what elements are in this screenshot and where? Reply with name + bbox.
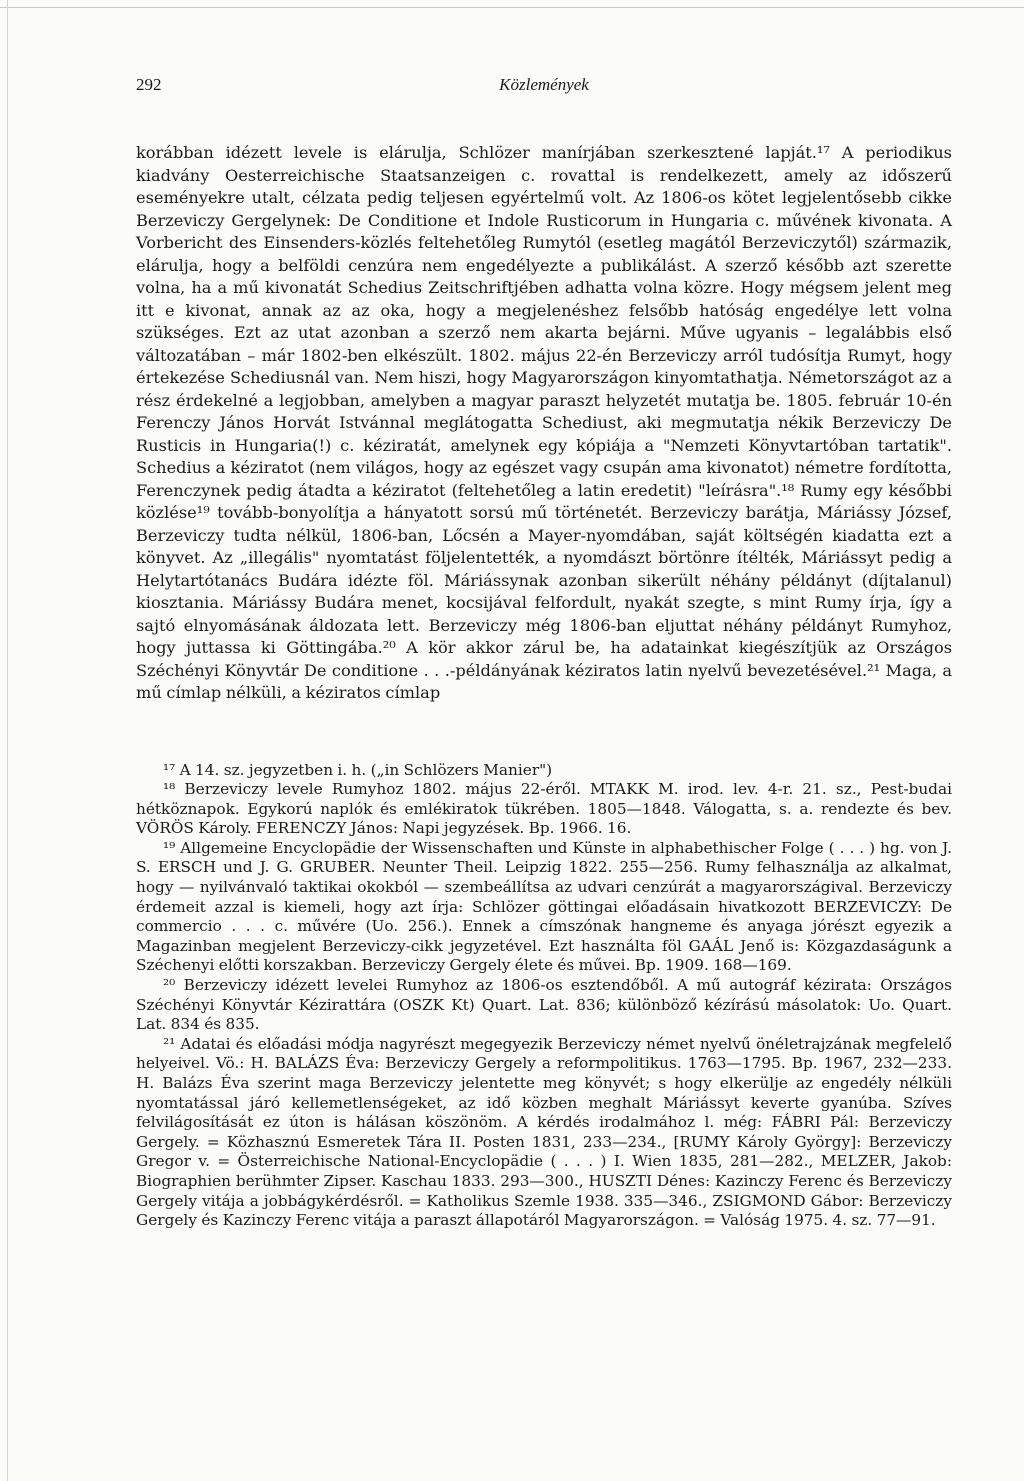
footnote-17: ¹⁷ A 14. sz. jegyzetben i. h. („in Schlözers Manier") [163, 760, 553, 779]
scan-edge-top [0, 7, 1024, 8]
page [136, 75, 952, 1231]
footnote-21: ²¹ Adatai és előadási módja nagyrészt megegyezik Berzeviczy német nyelvű önéletrajzának megfelelő helyeivel. Vö.: H. BALÁZS Éva: Berzeviczy Gergely a reformpolitikus. 1763—1795. Bp. 1967, 232—233. H. Balázs Éva szerint maga Berzeviczy jelentette meg könyvét; s hogy elkerülje az engedély nélküli nyomtatással járó kellemetlenségeket, az idő közben meghalt Máriássyt keverte gyanúba. Szíves felvilágosítását ez úton is hálásan köszönöm. A kérdés irodalmához l. még: FÁBRI Pál: Berzeviczy Gergely. = Közhasznú Esmeretek Tára II. Posten 1831, 233—234., [RUMY Károly György]: Berzeviczy Gregor v. = Österreichische National-Encyclopädie ( . . . ) I. Wien 1835, 281—282., MELZER, Jakob: Biographien berühmter Zipser. Kaschau 1833. 293—300., HUSZTI Dénes: Kazinczy Ferenc és Berzeviczy Gergely vitája a jobbágykérdésről. = Katholikus Szemle 1938. 335—346., ZSIGMOND Gábor: Berzeviczy Gergely és Kazinczy Ferenc vitája a paraszt állapotáról Magyarországon. = Valóság 1975. 4. sz. 77—91. [136, 1034, 952, 1230]
footnotes [136, 761, 952, 1231]
footnote-19: ¹⁹ Allgemeine Encyclopädie der Wissenschaften und Künste in alphabethischer Folge ( . . . ) hg. von J. S. ERSCH und J. G. GRUBER. Neunter Theil. Leipzig 1822. 255—256. Rumy felhasználja az alkalmat, hogy — nyilvánvaló taktikai okokból — szembeállítsa az udvari cenzúrát a magyarországival. Berzeviczy érdemeit azzal is kiemeli, hogy azt írja: Schlözer göttingai előadásain hivatkozott BERZEVICZY: De commercio . . . c. művére (Uo. 256.). Ennek a címszónak hangneme és anyaga jórészt egyezik a Magazinban megjelent Berzeviczy-cikk jegyzetével. Ezt használta föl GAÁL Jenő is: Közgazdaságunk a Széchenyi előtti korszakban. Berzeviczy Gergely élete és művei. Bp. 1909. 168—169. [136, 838, 952, 975]
scan-edge-left [7, 0, 8, 1481]
page-header [136, 75, 952, 101]
footnote-20: ²⁰ Berzeviczy idézett levelei Rumyhoz az 1806-os esztendőből. A mű autográf kézirata: Országos Széchényi Könyvtár Kézirattára (OSZK Kt) Quart. Lat. 836; különböző kézírású másolatok: Uo. Quart. Lat. 834 és 835. [136, 976, 952, 1034]
running-title: Közlemények [499, 75, 589, 94]
page-number: 292 [136, 75, 162, 94]
footnote-18: ¹⁸ Berzeviczy levele Rumyhoz 1802. május 22-éről. MTAKK M. irod. lev. 4-r. 21. sz., Pest-budai hétköznapok. Egykorú naplók és emlékiratok tükrében. 1805—1848. Válogatta, s. a. rendezte és bev. VÖRÖS Károly. FERENCZY János: Napi jegyzések. Bp. 1966. 16. [136, 780, 952, 838]
body-paragraph: korábban idézett levele is elárulja, Schlözer manírjában szerkesztené lapját.¹⁷ A periodikus kiadvány Oesterreichische Staatsanzeigen c. rovattal is rendelkezett, amely az időszerű eseményekre utalt, célzata pedig teljesen egyértelmű volt. Az 1806-os kötet legjelentősebb cikke Berzeviczy Gergelynek: De Conditione et Indole Rusticorum in Hungaria c. művének kivonata. A Vorbericht des Einsenders-közlés feltehetőleg Rumytól (esetleg magától Berzeviczytől) származik, elárulja, hogy a belföldi cenzúra nem engedélyezte a publikálást. A szerző később azt szerette volna, ha a mű kivonatát Schedius Zeitschriftjében adhatta volna közre. Hogy mégsem jelent meg itt e kivonat, annak az az oka, hogy a megjelenéshez felsőbb hatóság engedélye lett volna szükséges. Ezt az utat azonban a szerző nem akarta bejárni. Műve ugyanis – legalábbis első változatában – már 1802-ben elkészült. 1802. május 22-én Berzeviczy arról tudósítja Rumyt, hogy értekezése Schediusnál van. Nem hiszi, hogy Magyarországon kinyomtathatja. Németországot az a rész érdekelné a legjobban, amelyben a magyar paraszt helyzetét mutatja be. 1805. február 10-én Ferenczy János Horvát Istvánnal meglátogatta Schediust, aki megmutatja nékik Berzeviczy De Rusticis in Hungaria(!) c. kéziratát, amelynek egy kópiája a "Nemzeti Könyvtartóban tartatik". Schedius a kéziratot (nem világos, hogy az egészet vagy csupán ama kivonatot) németre fordította, Ferenczynek pedig átadta a kéziratot (feltehetőleg a latin eredetit) "leírásra".¹⁸ Rumy egy későbbi közlése¹⁹ tovább-bonyolítja a hányatott sorsú mű történetét. Berzeviczy barátja, Máriássy József, Berzeviczy tudta nélkül, 1806-ban, Lőcsén a Mayer-nyomdában, saját költségén kiadatta ezt a könyvet. Az „illegális" nyomtatást följelentették, a nyomdászt börtönre ítélték, Máriássyt pedig a Helytartótanács Budára idézte föl. Máriássynak azonban sikerült néhány példányt (díjtalanul) kiosztania. Máriássy Budára menet, kocsijával felfordult, nyakát szegte, s mint Rumy írja, így a sajtó elnyomásának áldozata lett. Berzeviczy még 1806-ban eljuttat néhány példányt Rumyhoz, hogy juttassa ki Göttingába.²⁰ A kör akkor zárul be, ha adatainkat kiegészítjük az Országos Széchényi Könyvtár De conditione . . .-példányának kéziratos latin nyelvű bevezetésével.²¹ Maga, a mű címlap nélküli, a kéziratos címlap [136, 143, 952, 702]
